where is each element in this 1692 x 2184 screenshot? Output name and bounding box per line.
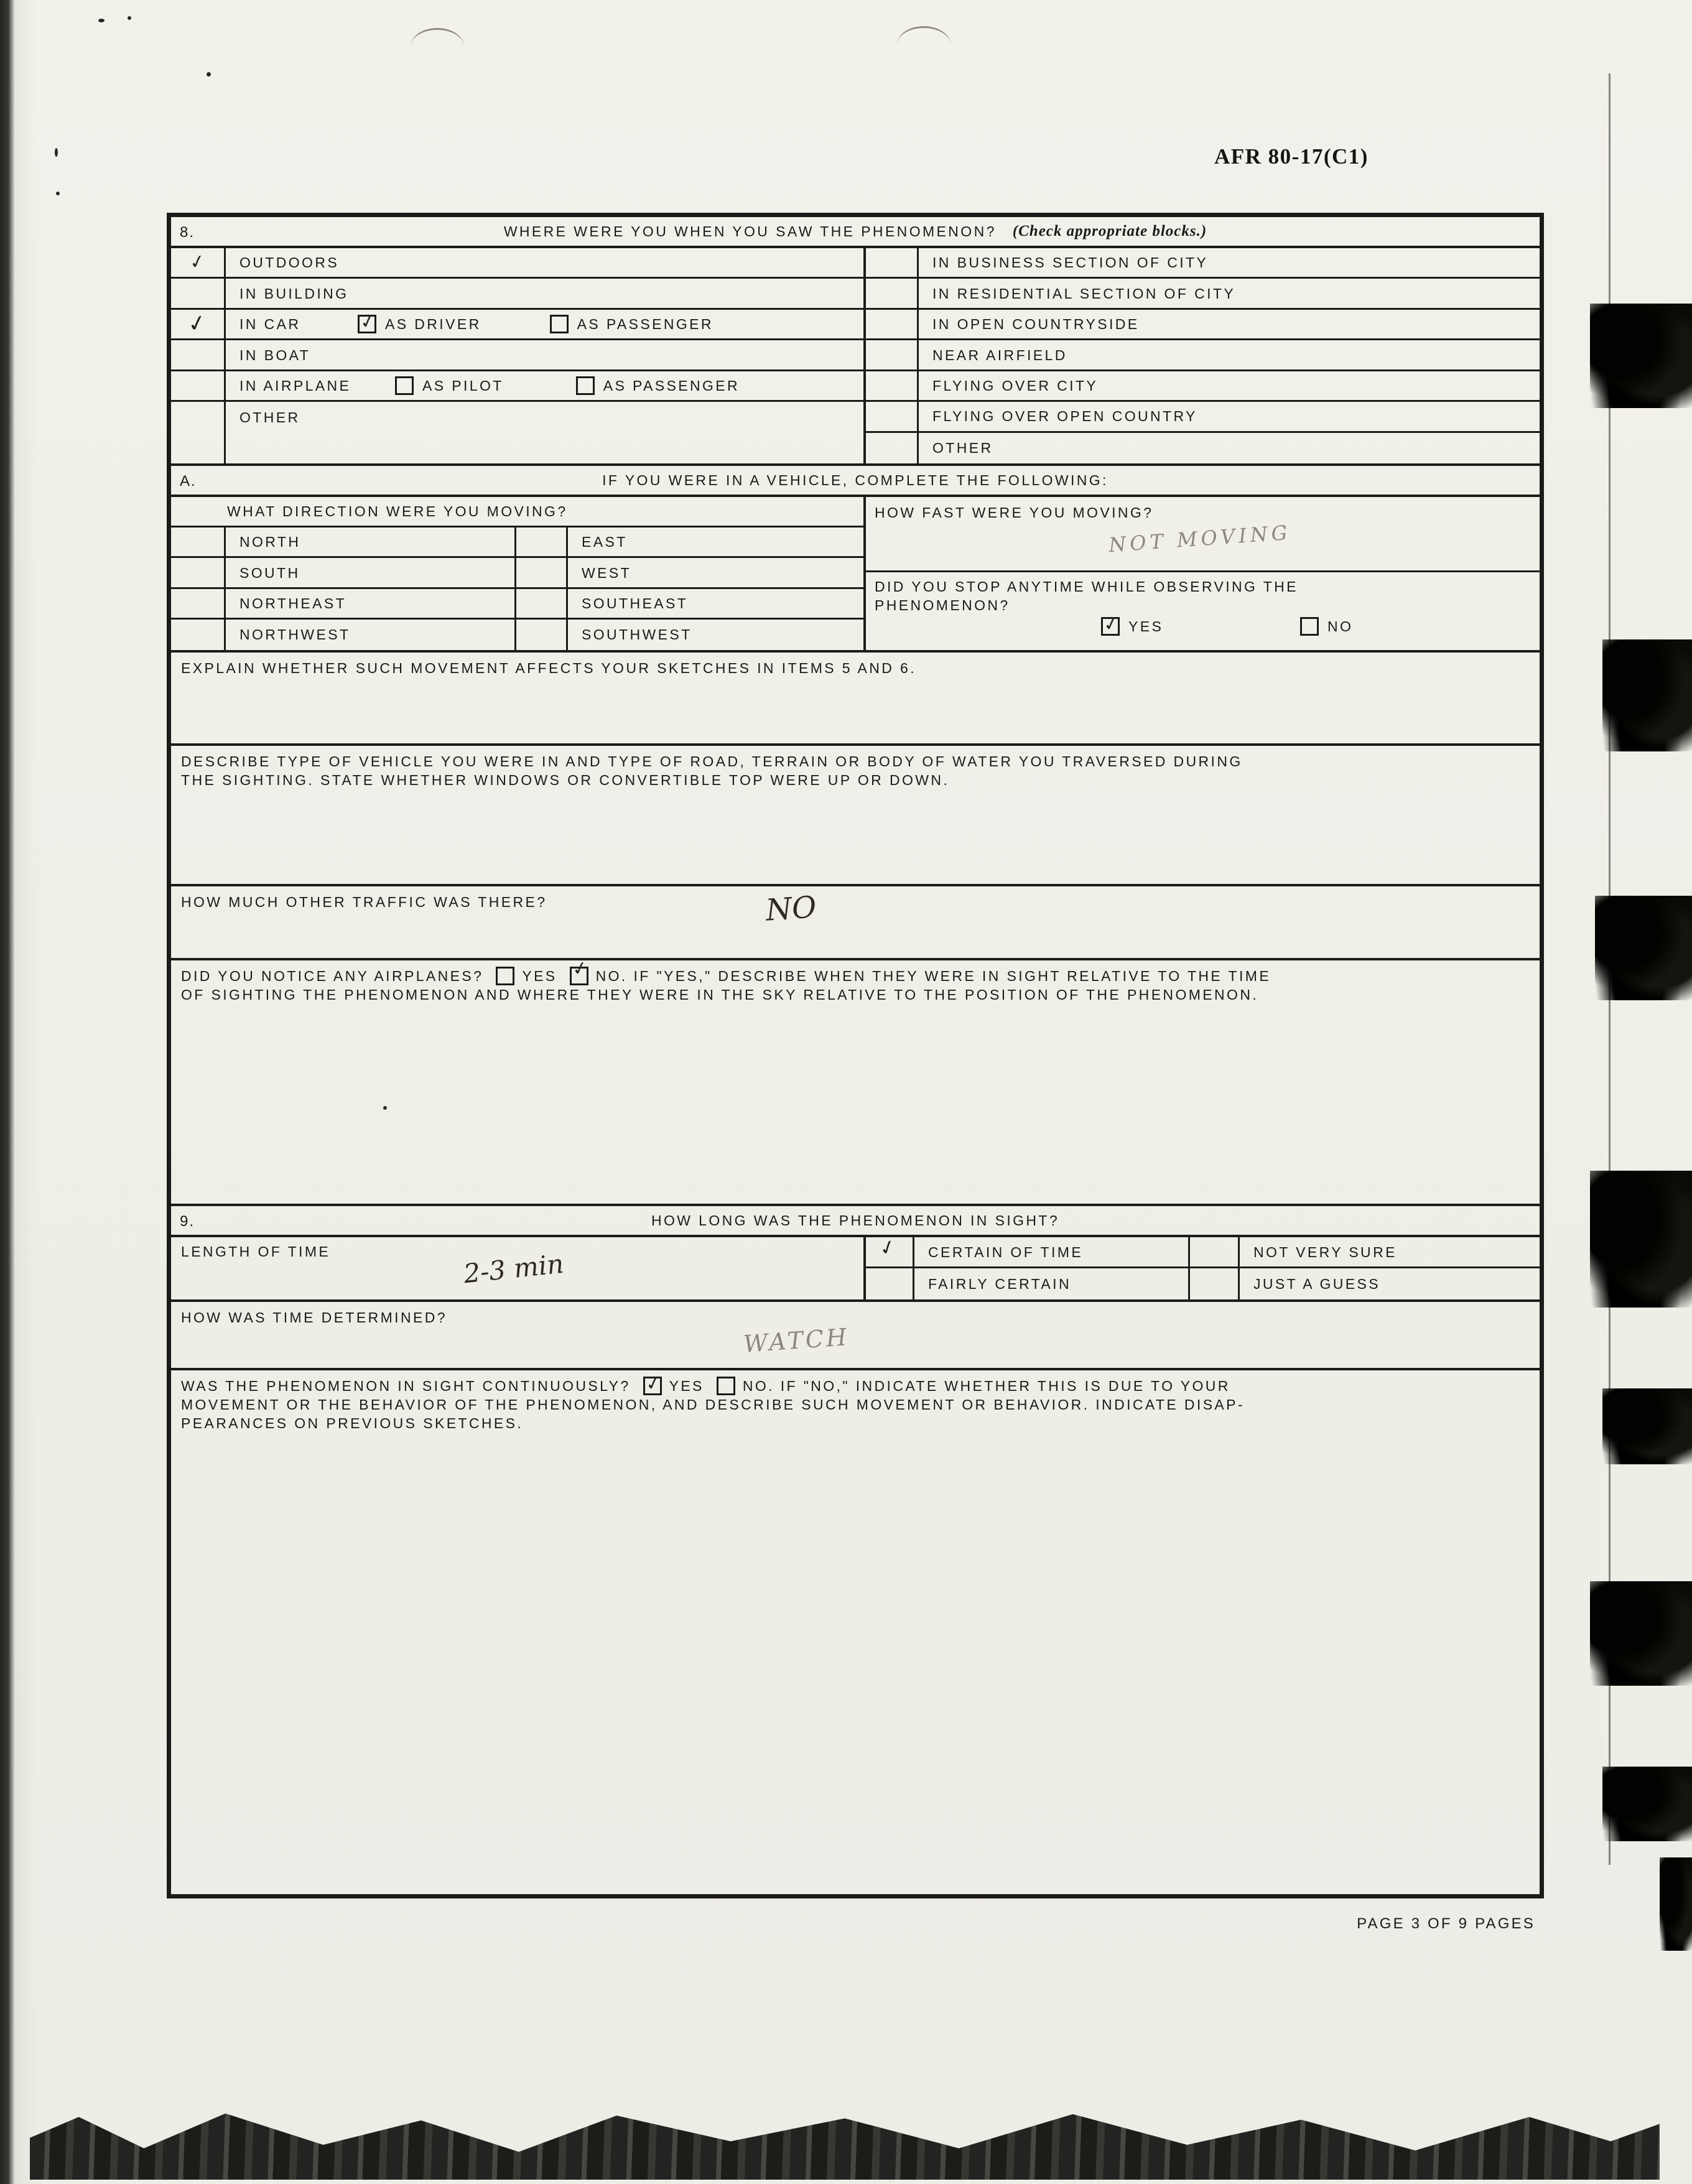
other-right-label: OTHER bbox=[932, 440, 993, 457]
southeast-label: SOUTHEAST bbox=[582, 595, 689, 611]
scan-speck bbox=[98, 19, 105, 22]
checkbox-in-car[interactable] bbox=[171, 310, 226, 338]
scan-smudge bbox=[1590, 1581, 1692, 1686]
checkbox-east[interactable] bbox=[514, 527, 568, 556]
section8-title: WHERE WERE YOU WHEN YOU SAW THE PHENOMENON? bbox=[503, 223, 997, 239]
stop-question-cell bbox=[866, 572, 1540, 650]
checkbox-not-very-sure[interactable] bbox=[1188, 1237, 1240, 1266]
length-of-time-label: LENGTH OF TIME bbox=[181, 1243, 331, 1260]
describe-vehicle-line2: THE SIGHTING. STATE WHETHER WINDOWS OR CONVERTIBLE TOP WERE UP OR DOWN. bbox=[181, 772, 950, 788]
section8-body bbox=[171, 248, 1540, 466]
checkbox-south[interactable] bbox=[171, 558, 226, 587]
continuous-no-checkbox[interactable] bbox=[717, 1377, 735, 1395]
row-north-east bbox=[171, 527, 863, 558]
checkbox-near-airfield[interactable] bbox=[866, 340, 919, 369]
checkbox-flying-over-open-country[interactable] bbox=[866, 402, 919, 430]
traffic-question-label: HOW MUCH OTHER TRAFFIC WAS THERE? bbox=[181, 894, 547, 910]
sectionA-number: A. bbox=[180, 473, 197, 490]
stop-yes-checkbox[interactable] bbox=[1101, 611, 1164, 637]
airplanes-no-checkbox[interactable] bbox=[570, 956, 590, 985]
scan-smudge bbox=[1595, 896, 1692, 1000]
section9-number: 9. bbox=[180, 1213, 195, 1230]
checkbox-southwest[interactable] bbox=[514, 620, 568, 650]
north-label: NORTH bbox=[239, 534, 301, 551]
checkbox-northwest[interactable] bbox=[171, 620, 226, 650]
speed-stop-column bbox=[866, 497, 1540, 650]
row-near-airfield bbox=[866, 340, 1540, 371]
outdoors-label: OUTDOORS bbox=[239, 254, 340, 271]
checkbox-as-pilot[interactable] bbox=[395, 376, 504, 395]
in-building-label: IN BUILDING bbox=[239, 285, 349, 302]
airplanes-text-line1: NO. IF "YES," DESCRIBE WHEN THEY WERE IN SIGHT RELATIVE TO THE TIME bbox=[595, 968, 1271, 984]
speed-question-label: HOW FAST WERE YOU MOVING? bbox=[875, 504, 1154, 521]
row-northwest-southwest bbox=[171, 620, 863, 650]
scan-smudge bbox=[1590, 304, 1692, 408]
direction-question-label: WHAT DIRECTION WERE YOU MOVING? bbox=[227, 503, 568, 520]
scan-curl-mark bbox=[897, 26, 951, 45]
describe-vehicle-line1: DESCRIBE TYPE OF VEHICLE YOU WERE IN AND TYPE OF ROAD, TERRAIN OR BODY OF WATER YOU TRAVERSED DURING bbox=[181, 753, 1243, 769]
as-passenger-label: AS PASSENGER bbox=[577, 316, 714, 333]
scan-speck bbox=[128, 16, 131, 20]
stop-question-line2: PHENOMENON? bbox=[875, 597, 1010, 614]
check-icon: ✓ bbox=[570, 956, 590, 982]
checkbox-outdoors[interactable] bbox=[171, 248, 226, 277]
row-certain-not-sure bbox=[866, 1233, 1540, 1268]
row-in-car bbox=[171, 310, 863, 340]
stop-yes-label: YES bbox=[1128, 618, 1164, 635]
airplanes-yes-label: YES bbox=[522, 968, 557, 984]
scan-smudge bbox=[1602, 639, 1692, 751]
time-certainty-grid bbox=[866, 1233, 1540, 1299]
continuous-text-line3: PEARANCES ON PREVIOUS SKETCHES. bbox=[181, 1415, 524, 1431]
speed-question-cell[interactable] bbox=[866, 497, 1540, 572]
section8-title-note: (Check appropriate blocks.) bbox=[1012, 223, 1207, 239]
near-airfield-label: NEAR AIRFIELD bbox=[932, 346, 1067, 363]
flying-over-city-label: FLYING OVER CITY bbox=[932, 377, 1099, 394]
section9-title: HOW LONG WAS THE PHENOMENON IN SIGHT? bbox=[651, 1212, 1060, 1229]
speed-answer-handwriting: NOT MOVING bbox=[1108, 520, 1292, 557]
scan-speck bbox=[383, 1106, 387, 1110]
scan-speck bbox=[207, 72, 211, 77]
section9-header bbox=[171, 1206, 1540, 1237]
continuous-yes-label: YES bbox=[669, 1378, 704, 1394]
checkbox-in-airplane[interactable] bbox=[171, 371, 226, 400]
direction-question-row bbox=[171, 497, 863, 527]
length-of-time-row bbox=[171, 1233, 1540, 1302]
checkbox-north[interactable] bbox=[171, 527, 226, 556]
west-label: WEST bbox=[582, 564, 632, 581]
row-business-section bbox=[866, 248, 1540, 279]
airplanes-question-label: DID YOU NOTICE ANY AIRPLANES? bbox=[181, 968, 484, 984]
in-boat-label: IN BOAT bbox=[239, 346, 311, 363]
checkbox-other-left[interactable] bbox=[171, 402, 226, 463]
check-icon: ✓ bbox=[358, 309, 378, 335]
explain-movement-label: EXPLAIN WHETHER SUCH MOVEMENT AFFECTS YOUR SKETCHES IN ITEMS 5 AND 6. bbox=[181, 660, 917, 676]
not-very-sure-label: NOT VERY SURE bbox=[1253, 1243, 1397, 1260]
other-left-label: OTHER bbox=[239, 409, 300, 426]
row-flying-over-city bbox=[866, 371, 1540, 402]
stop-no-label: NO bbox=[1327, 618, 1354, 635]
flying-over-open-country-label: FLYING OVER OPEN COUNTRY bbox=[932, 408, 1197, 425]
checkbox-as-driver[interactable] bbox=[358, 309, 481, 335]
open-countryside-label: IN OPEN COUNTRYSIDE bbox=[932, 316, 1140, 333]
east-label: EAST bbox=[582, 534, 628, 551]
in-airplane-label: IN AIRPLANE bbox=[239, 377, 351, 394]
checkbox-in-boat[interactable] bbox=[171, 340, 226, 369]
row-in-airplane bbox=[171, 371, 863, 402]
stop-question-line1: DID YOU STOP ANYTIME WHILE OBSERVING THE bbox=[875, 579, 1298, 595]
length-answer-handwriting: 2-3 min bbox=[462, 1248, 565, 1289]
row-other-right bbox=[866, 433, 1540, 463]
business-section-label: IN BUSINESS SECTION OF CITY bbox=[932, 254, 1209, 271]
section8-left-column bbox=[171, 248, 866, 463]
row-open-countryside bbox=[866, 310, 1540, 340]
explain-movement-block[interactable] bbox=[171, 653, 1540, 746]
scan-smudge bbox=[1660, 1857, 1692, 1951]
continuous-yes-checkbox[interactable] bbox=[643, 1371, 663, 1396]
section8-header bbox=[171, 217, 1540, 248]
check-icon: ✓ bbox=[643, 1371, 663, 1396]
continuous-text-line1: NO. IF "NO," INDICATE WHETHER THIS IS DUE TO YOUR bbox=[742, 1378, 1230, 1394]
scan-smudge bbox=[1590, 1171, 1692, 1308]
as-passenger-airplane-label: AS PASSENGER bbox=[603, 377, 740, 394]
checkbox-flying-over-city[interactable] bbox=[866, 371, 919, 400]
checkbox-just-a-guess[interactable] bbox=[1188, 1268, 1240, 1299]
airplanes-yes-checkbox[interactable] bbox=[496, 967, 514, 985]
airplanes-block[interactable] bbox=[171, 956, 1540, 1206]
checkbox-as-passenger-airplane[interactable] bbox=[576, 376, 740, 395]
continuous-text-line2: MOVEMENT OR THE BEHAVIOR OF THE PHENOMENON, AND DESCRIBE SUCH MOVEMENT OR BEHAVIOR. INDICATE DISAP- bbox=[181, 1396, 1245, 1413]
time-determined-handwriting: WATCH bbox=[742, 1323, 850, 1358]
time-determined-label: HOW WAS TIME DETERMINED? bbox=[181, 1309, 447, 1326]
row-south-west bbox=[171, 558, 863, 588]
document-reference: AFR 80-17(C1) bbox=[1214, 144, 1369, 169]
time-determined-block[interactable] bbox=[171, 1302, 1540, 1370]
checkbox-west[interactable] bbox=[514, 558, 568, 587]
south-label: SOUTH bbox=[239, 564, 300, 581]
just-a-guess-label: JUST A GUESS bbox=[1253, 1276, 1380, 1293]
row-in-building bbox=[171, 279, 863, 309]
checkbox-fairly-certain[interactable] bbox=[866, 1268, 914, 1299]
as-pilot-label: AS PILOT bbox=[422, 377, 504, 394]
check-icon: ✓ bbox=[185, 309, 210, 338]
checkbox-business-section[interactable] bbox=[866, 248, 919, 277]
section8-right-column bbox=[866, 248, 1540, 463]
fairly-certain-label: FAIRLY CERTAIN bbox=[928, 1276, 1071, 1293]
scan-speck bbox=[56, 192, 60, 195]
checkbox-open-countryside[interactable] bbox=[866, 310, 919, 338]
row-other-left bbox=[171, 402, 863, 463]
scan-left-edge bbox=[0, 0, 15, 2184]
check-icon: ✓ bbox=[876, 1233, 899, 1262]
checkbox-as-passenger-car[interactable] bbox=[550, 315, 714, 333]
row-flying-over-open-country bbox=[866, 402, 1540, 432]
row-fairly-guess bbox=[866, 1268, 1540, 1299]
row-residential-section bbox=[866, 279, 1540, 309]
page-number-footer: PAGE 3 OF 9 PAGES bbox=[1357, 1915, 1535, 1932]
section8-number: 8. bbox=[180, 224, 195, 241]
length-of-time-cell[interactable] bbox=[171, 1237, 866, 1299]
describe-vehicle-block[interactable] bbox=[171, 746, 1540, 886]
stop-no-checkbox[interactable] bbox=[1300, 617, 1353, 636]
check-icon: ✓ bbox=[1101, 611, 1122, 637]
checkbox-northeast[interactable] bbox=[171, 589, 226, 618]
sectionA-title: IF YOU WERE IN A VEHICLE, COMPLETE THE FOLLOWING: bbox=[602, 472, 1109, 488]
continuous-question-label: WAS THE PHENOMENON IN SIGHT CONTINUOUSLY? bbox=[181, 1378, 631, 1394]
scan-smudge bbox=[1602, 1767, 1692, 1841]
checkbox-residential-section[interactable] bbox=[866, 279, 919, 307]
row-in-boat bbox=[171, 340, 863, 371]
northwest-label: NORTHWEST bbox=[239, 626, 351, 643]
scan-curl-mark bbox=[411, 28, 464, 47]
traffic-block[interactable] bbox=[171, 886, 1540, 960]
in-car-label: IN CAR bbox=[239, 316, 301, 333]
traffic-answer-handwriting: NO bbox=[765, 890, 818, 928]
form-frame bbox=[167, 213, 1544, 1898]
row-outdoors bbox=[171, 248, 863, 279]
scan-bottom-band bbox=[30, 2110, 1660, 2180]
sectionA-body bbox=[171, 497, 1540, 653]
certain-of-time-label: CERTAIN OF TIME bbox=[928, 1243, 1084, 1260]
checkbox-other-right[interactable] bbox=[866, 433, 919, 463]
residential-section-label: IN RESIDENTIAL SECTION OF CITY bbox=[932, 285, 1236, 302]
direction-table bbox=[171, 497, 866, 650]
northeast-label: NORTHEAST bbox=[239, 595, 347, 611]
as-driver-label: AS DRIVER bbox=[385, 316, 481, 333]
checkbox-southeast[interactable] bbox=[514, 589, 568, 618]
scan-smudge bbox=[1602, 1388, 1692, 1464]
southwest-label: SOUTHWEST bbox=[582, 626, 692, 643]
checkbox-in-building[interactable] bbox=[171, 279, 226, 307]
scan-speck bbox=[55, 148, 58, 157]
check-icon: ✓ bbox=[187, 249, 208, 275]
sectionA-header bbox=[171, 466, 1540, 497]
row-northeast-southeast bbox=[171, 589, 863, 620]
airplanes-text-line2: OF SIGHTING THE PHENOMENON AND WHERE THEY WERE IN THE SKY RELATIVE TO THE POSITION OF THE PHENOMENON. bbox=[181, 987, 1259, 1003]
checkbox-certain-of-time[interactable] bbox=[866, 1233, 914, 1266]
continuous-block[interactable] bbox=[171, 1370, 1540, 1894]
